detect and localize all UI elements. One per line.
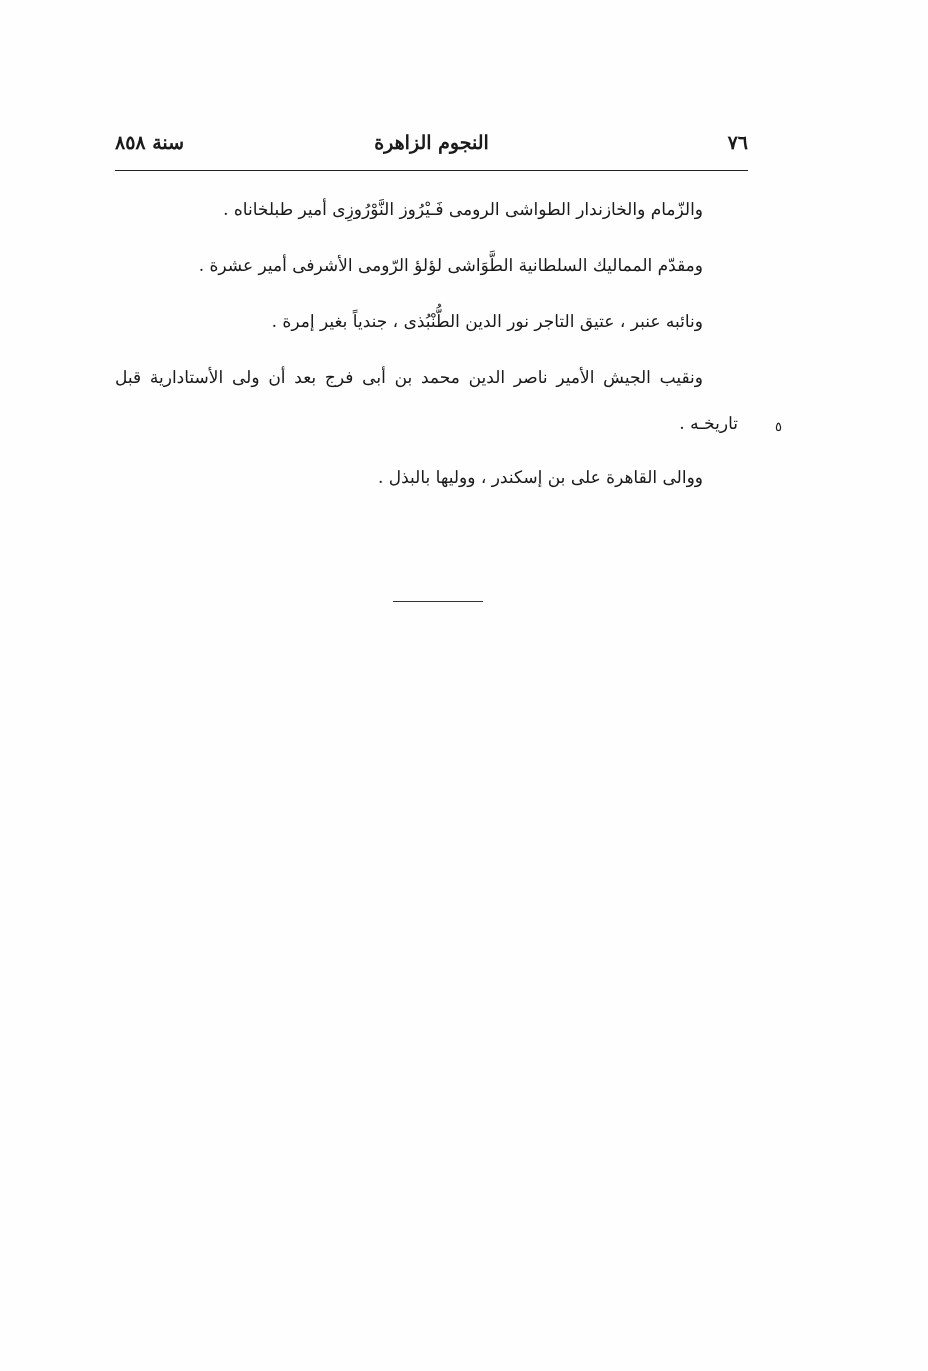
book-title: النجوم الزاهرة <box>374 132 489 154</box>
year-label: سنة ٨٥٨ <box>115 132 185 154</box>
text-line: تاريخـه . <box>679 414 738 434</box>
text-line: والزّمام والخازندار الطواشى الرومى فَـيْرُوز النَّوْرُوزِى أمير طبلخاناه . <box>223 200 703 220</box>
text-line: ومقدّم المماليك السلطانية الطَّوَاشى لؤلؤ الرّومى الأشرفى أمير عشرة . <box>198 256 703 276</box>
text-line: ونقيب الجيش الأمير ناصر الدين محمد بن أبى فرج بعد أن ولى الأستادارية قبل <box>115 368 703 388</box>
page-number: ٧٦ <box>727 132 748 154</box>
text-line: ووالى القاهرة على بن إسكندر ، ووليها بالبذل . <box>377 468 703 488</box>
text-line: ونائبه عنبر ، عتيق التاجر نور الدين الطُّنْبُذى ، جندياً بغير إمرة . <box>271 312 703 332</box>
margin-line-number: ٥ <box>775 420 782 435</box>
section-end-rule <box>393 601 483 602</box>
running-header <box>115 128 748 162</box>
header-rule <box>115 170 748 171</box>
